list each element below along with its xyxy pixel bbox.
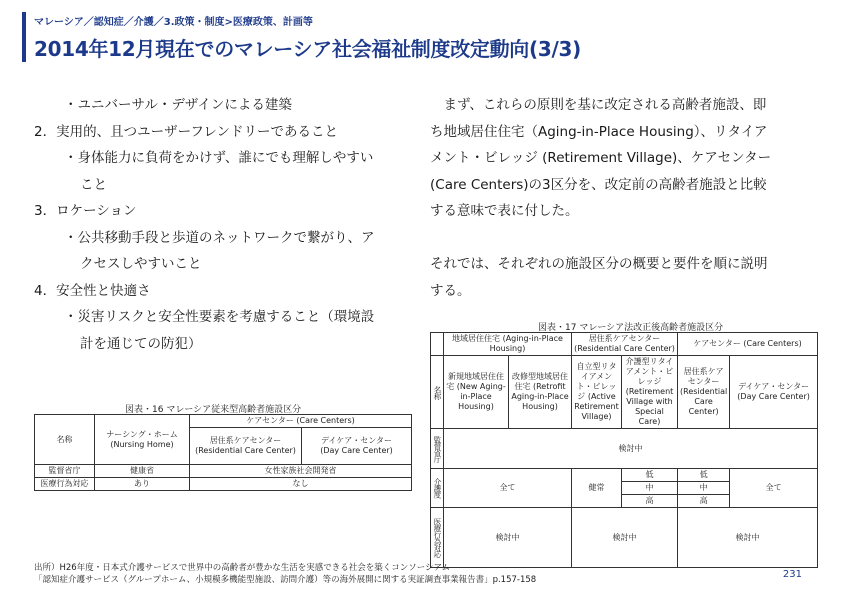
table17-row-medical-label: 医療行為対応 xyxy=(431,508,444,568)
paragraph-line xyxy=(430,225,815,252)
paragraph-line: メント・ビレッジ (Retirement Village)、ケアセンター xyxy=(430,150,772,166)
left-column-text xyxy=(34,92,414,357)
list-item: ・身体能力に負荷をかけず、誰にでも理解しやすい xyxy=(64,150,374,166)
table17-col-renovated: 改修型地域居住住宅 (Retrofit Aging-in-Place Housing) xyxy=(509,356,572,429)
paragraph-line: する。 xyxy=(430,282,471,299)
list-item: ・公共移動手段と歩道のネットワークで繋がり、ア xyxy=(64,229,375,246)
table17-cell: 検討中 xyxy=(444,429,818,469)
list-item: 2．実用的、且つユーザーフレンドリーであること xyxy=(34,123,339,140)
source-line: 出所）H26年度・日本式介護サービスで世界中の高齢者が豊かな生活を実感できる社会を築くコンソーシアム xyxy=(34,563,450,573)
list-item: ・ユニバーサル・デザインによる建築 xyxy=(64,97,292,113)
table17-cc-header: ケアセンター (Care Centers) xyxy=(678,333,818,356)
list-item: 計を通じての防犯） xyxy=(80,335,202,352)
table17-rv-header: 居住系ケアセンター (Residential Care Center) xyxy=(572,333,678,356)
table16-cell: あり xyxy=(95,478,190,491)
page-title: 2014年12月現在でのマレーシア社会福祉制度改定動向(3/3) xyxy=(34,37,581,61)
table16-row2-label: 医療行為対応 xyxy=(35,478,95,491)
table17-cell: 中 xyxy=(622,482,678,495)
table16-name-label: 名称 xyxy=(35,415,95,465)
list-item: 3．ロケーション xyxy=(34,203,137,219)
table17-cell: 低 xyxy=(678,469,730,482)
list-item: クセスしやすいこと xyxy=(80,256,202,272)
source-line: 「認知症介護サービス（グループホーム、小規模多機能型施設、訪問介護）等の海外展開に関する実証調査事業報告書」p.157-158 xyxy=(34,575,537,585)
table17-cell: 検討中 xyxy=(678,508,818,568)
table17-name-label: 名称 xyxy=(431,356,444,429)
table17-caption: 図表・17 マレーシア法改正後高齢者施設区分 xyxy=(538,323,724,333)
table17-col-active: 自立型リタイアメント・ビレッジ (Active Retirement Village) xyxy=(572,356,622,429)
table17-row-ministry-label: 監督省庁 xyxy=(431,429,444,469)
paragraph-line: ち地域居住住宅（Aging-in-Place Housing）、リタイア xyxy=(430,123,768,140)
table17-cell: 健常 xyxy=(572,469,622,508)
table17-cell: 検討中 xyxy=(572,508,678,568)
table17-cell: 高 xyxy=(678,495,730,508)
table17-cell: 中 xyxy=(678,482,730,495)
paragraph-line: する意味で表に付した。 xyxy=(430,203,579,219)
table17-corner xyxy=(431,333,444,356)
table16-row1-label: 監督省庁 xyxy=(35,465,95,478)
table16-care-centers-header: ケアセンター (Care Centers) xyxy=(190,415,412,428)
table17-cell: 全て xyxy=(730,469,818,508)
table17-row-care-label: 介護度 xyxy=(431,469,444,508)
table16 xyxy=(34,414,412,491)
table17-col-res-care: 居住系ケアセンター (Residential Care Center) xyxy=(678,356,730,429)
paragraph-line: まず、これらの原則を基に改定される高齢者施設、即 xyxy=(430,97,767,113)
table17-cell: 高 xyxy=(622,495,678,508)
table16-col-nursing: ナーシング・ホーム (Nursing Home) xyxy=(95,415,190,465)
paragraph-line: (Care Centers)の3区分を、改定前の高齢者施設と比較 xyxy=(430,176,767,193)
paragraph-line: それでは、それぞれの施設区分の概要と要件を順に説明 xyxy=(430,256,768,272)
table17-cell: 低 xyxy=(622,469,678,482)
table17-col-special: 介護型リタイアメント・ビレッジ (Retirement Village with Special Care) xyxy=(622,356,678,429)
table17-col-day-care: デイケア・センター (Day Care Center) xyxy=(730,356,818,429)
table17-col-newbuild: 新規地域居住住宅 (New Aging-in-Place Housing) xyxy=(444,356,509,429)
table17-cell: 検討中 xyxy=(444,508,572,568)
list-item: こと xyxy=(80,176,107,193)
table16-cell: なし xyxy=(190,478,412,491)
table16-cell: 健康省 xyxy=(95,465,190,478)
table17 xyxy=(430,332,818,568)
list-item: 4．安全性と快適さ xyxy=(34,282,151,299)
table17-aip-header: 地域居住住宅 (Aging-in-Place Housing) xyxy=(444,333,572,356)
table16-col-residential: 居住系ケアセンター (Residential Care Center) xyxy=(190,428,302,465)
page-number: 231 xyxy=(782,569,802,580)
list-item: ・災害リスクと安全性要素を考慮すること（環境設 xyxy=(64,309,375,325)
table16-cell: 女性家族社会開発省 xyxy=(190,465,412,478)
source-note xyxy=(34,562,536,586)
title-accent-bar xyxy=(22,12,26,62)
table16-caption: 図表・16 マレーシア従来型高齢者施設区分 xyxy=(125,405,302,415)
breadcrumb: マレーシア／認知症／介護／3.政策・制度>医療政策、計画等 xyxy=(34,17,313,28)
table17-cell: 全て xyxy=(444,469,572,508)
right-column-text xyxy=(430,92,815,304)
table16-col-daycare: デイケア・センター (Day Care Center) xyxy=(302,428,412,465)
